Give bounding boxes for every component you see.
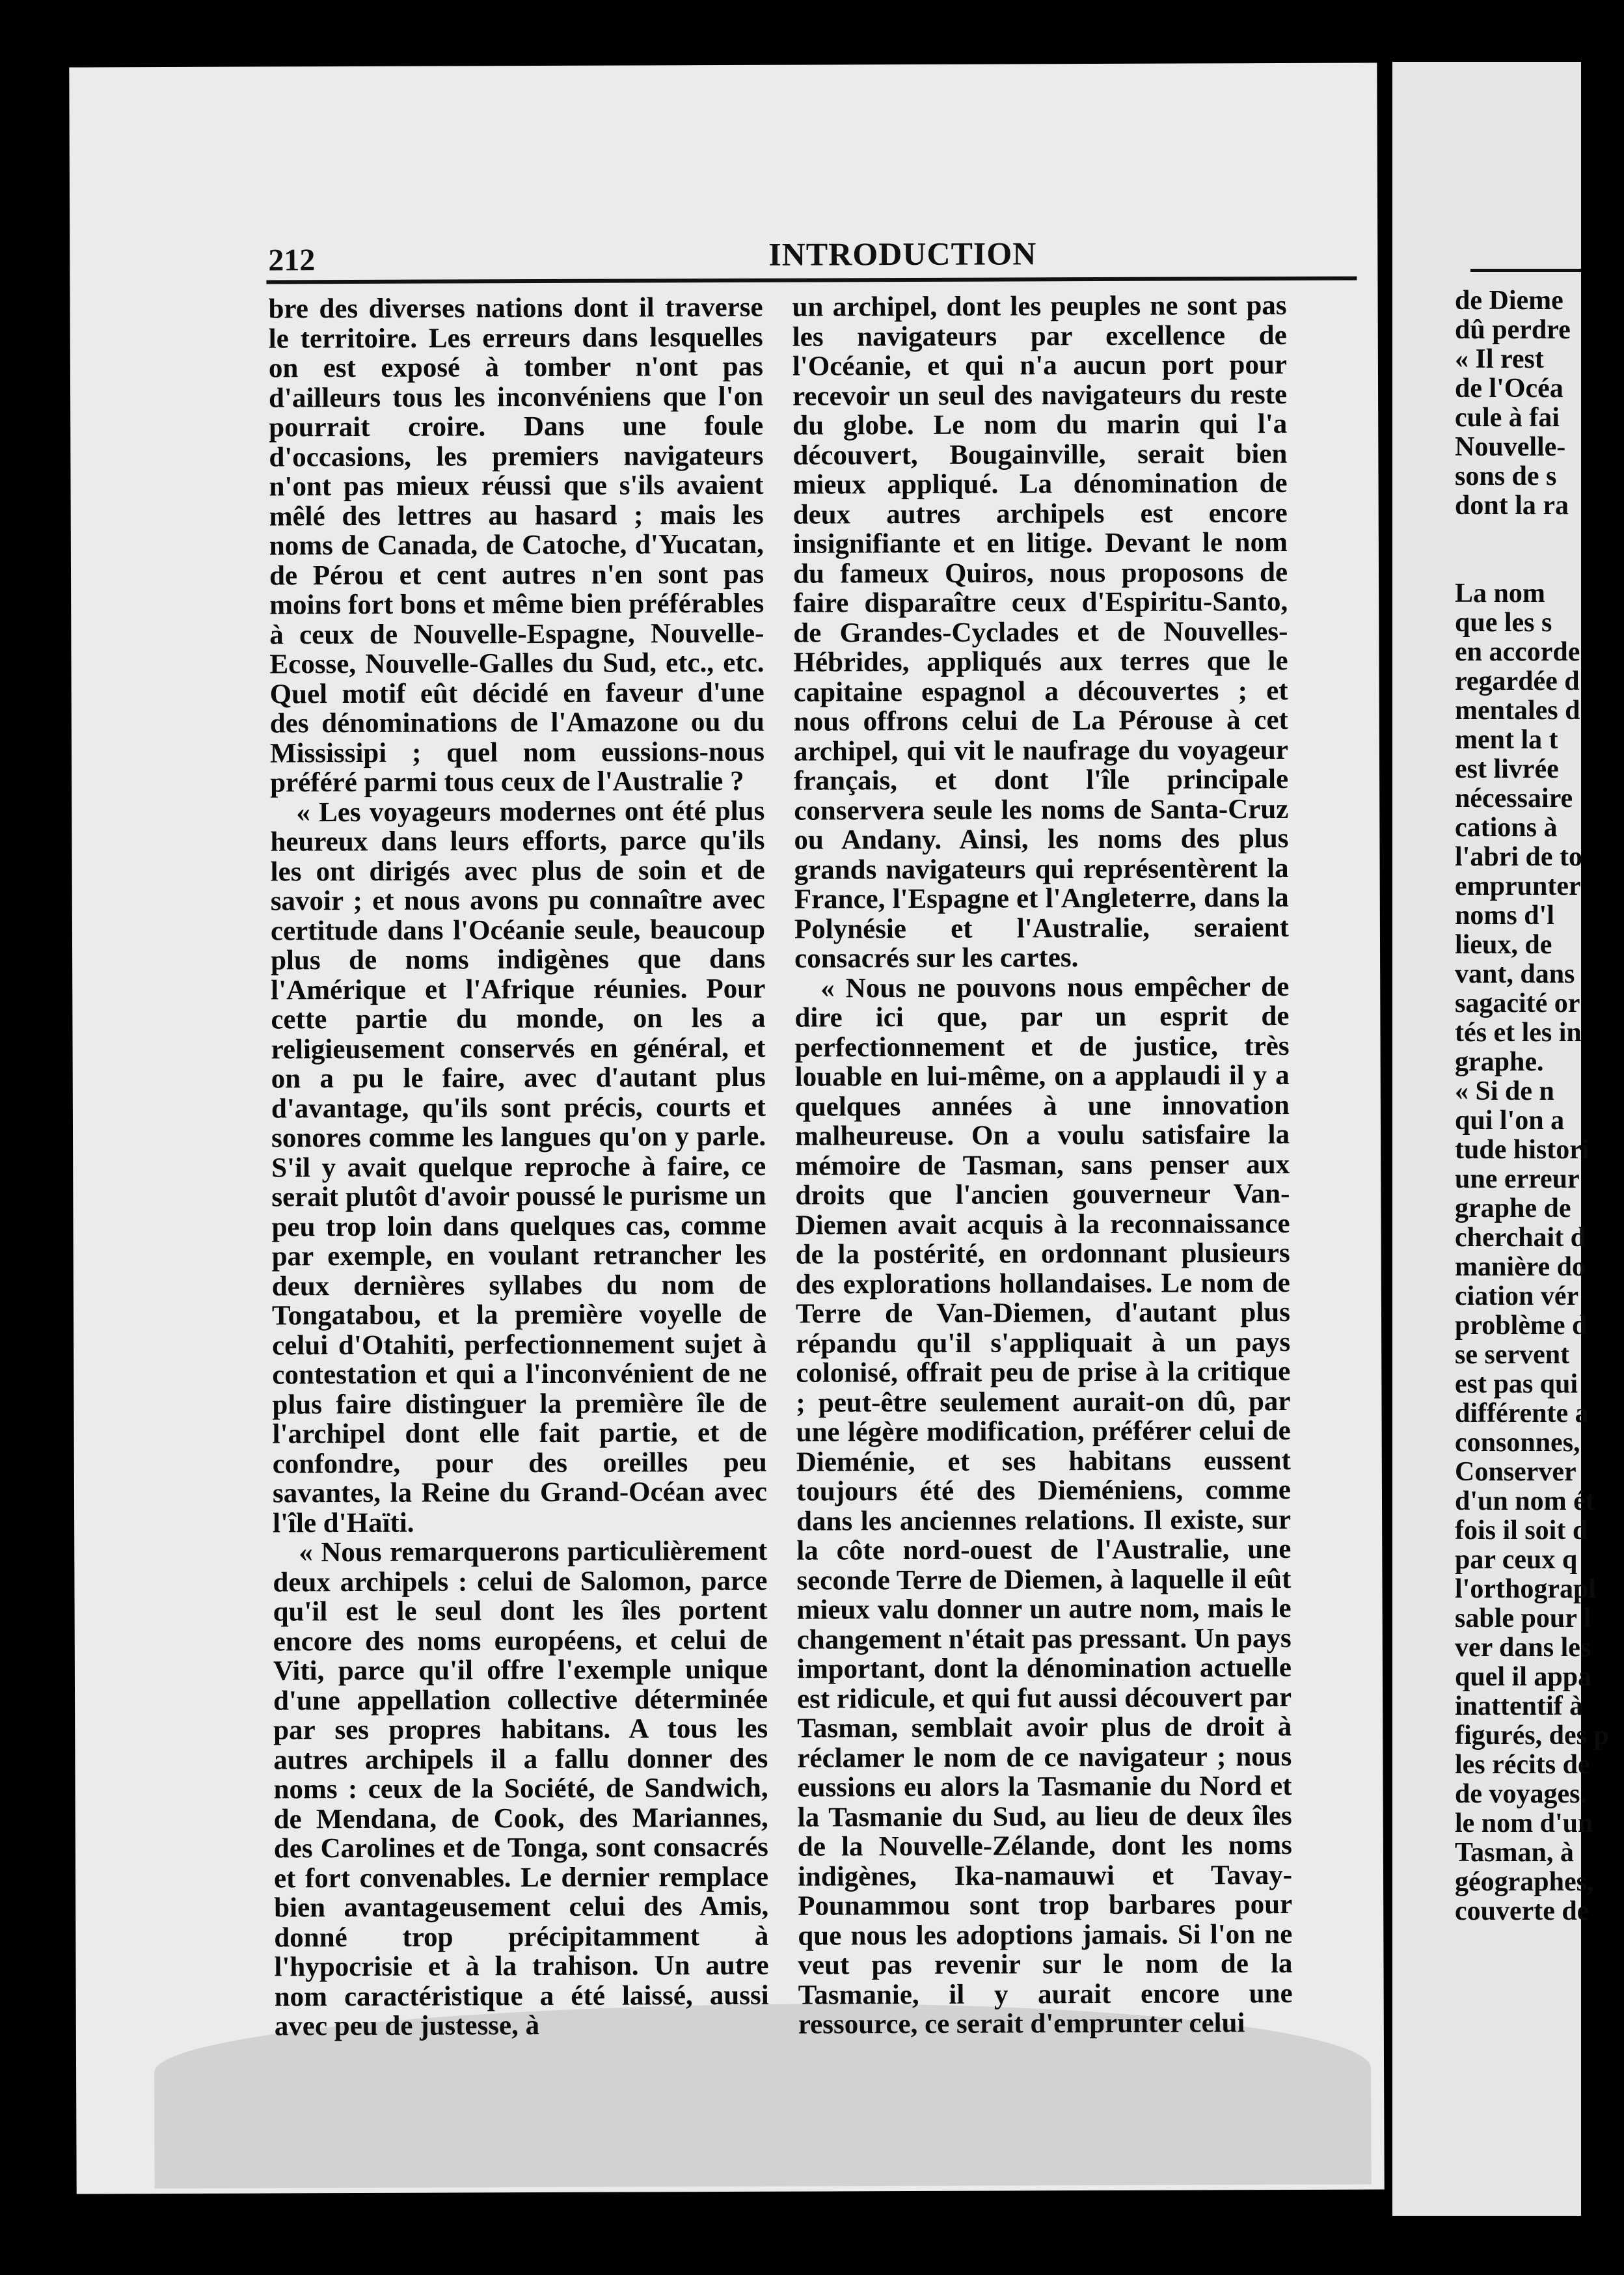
facing-line: ciation vér: [1455, 1281, 1579, 1311]
facing-line: est pas qui: [1455, 1369, 1578, 1399]
facing-line: différente a: [1455, 1398, 1589, 1428]
facing-line: problème d: [1455, 1311, 1588, 1341]
facing-line: Conserver: [1455, 1457, 1577, 1487]
facing-line: dont la ra: [1455, 491, 1569, 521]
left-text-column: [268, 292, 769, 2042]
facing-line: géographes,: [1455, 1867, 1594, 1897]
facing-line: emprunter: [1455, 871, 1581, 901]
facing-line: que les s: [1455, 608, 1552, 638]
facing-line: vant, dans: [1455, 959, 1575, 989]
facing-line: tés et les in: [1455, 1018, 1582, 1048]
facing-line: ment la t: [1455, 725, 1558, 755]
facing-page-text: [1455, 286, 1624, 1926]
facing-line: les récits de: [1455, 1750, 1590, 1780]
facing-line: par ceux q: [1455, 1545, 1578, 1575]
facing-page: [1392, 62, 1609, 2216]
facing-line: Tasman, à: [1455, 1838, 1574, 1868]
facing-line: regardée d: [1455, 666, 1580, 696]
facing-line: sagacité or: [1455, 988, 1580, 1018]
facing-line: de Dieme: [1455, 286, 1563, 316]
facing-line: d'un nom ét: [1455, 1486, 1595, 1516]
facing-line: le nom d'un: [1455, 1808, 1593, 1838]
facing-line: une erreur: [1455, 1164, 1580, 1194]
facing-line: en accorde: [1455, 637, 1580, 667]
facing-line: l'orthograpl: [1455, 1574, 1596, 1604]
facing-line: lieux, de: [1455, 930, 1552, 960]
facing-line: cherchait d: [1455, 1223, 1586, 1253]
facing-line: figurés, des p: [1455, 1721, 1609, 1751]
facing-line: se servent: [1455, 1340, 1570, 1370]
facing-line: est livrée: [1455, 754, 1559, 784]
book-page: [69, 63, 1384, 2194]
facing-line: quel il appa: [1455, 1662, 1592, 1692]
facing-line: fois il soit d: [1455, 1516, 1588, 1546]
facing-line: inattentif à: [1455, 1691, 1584, 1721]
facing-line: graphe de: [1455, 1193, 1571, 1223]
facing-line: cule à fai: [1455, 403, 1560, 433]
facing-line: sons de s: [1455, 461, 1557, 491]
facing-line: Nouvelle-: [1455, 432, 1566, 462]
right-text-column: [792, 290, 1293, 2040]
page-number: 212: [268, 243, 316, 278]
paragraph: un archipel, dont les peuples ne sont pas les navigateurs par excellence de l'Océanie, et qui n'a aucun port pour recevoir un seul des navigateurs du reste du globe. Le nom du marin qui l'a découvert, Bougainville, serait bien mieux appliqué. La dénomination de deux autres archipels est encore insignifiante et en litige. Devant le nom du fameux Quiros, nous proposons de faire disparaître ceux d'Espiritu-Santo, de Grandes-Cyclades et de Nouvelles-Hébrides, appliqués aux terres que le capitaine espagnol a découvertes ; et nous offrons celui de La Pérouse à cet archipel, qui vit le naufrage du voyageur français, et dont l'île principale conservera seule les noms de Santa-Cruz ou Andany. Ainsi, les noms des plus grands navigateurs qui représentèrent la France, l'Espagne et l'Angleterre, dans la Polynésie et l'Australie, seraient consacrés sur les cartes.: [792, 290, 1290, 974]
paragraph: bre des diverses nations dont il traverse le territoire. Les erreurs dans lesquelles on est exposé à tomber n'ont pas d'ailleurs tous les inconvéniens que l'on pourrait croire. Dans une foule d'occasions, les premiers navigateurs n'ont pas mieux réussi que s'ils avaient mêlé des lettres au hasard ; mais les noms de Canada, de Catoche, d'Yucatan, de Pérou et cent autres n'en sont pas moins fort bons et même bien préférables à ceux de Nouvelle-Espagne, Nouvelle-Ecosse, Nouvelle-Galles du Sud, etc., etc. Quel motif eût décidé en faveur d'une des dénominations de l'Amazone ou du Mississipi ; quel nom eussions-nous préféré parmi tous ceux de l'Australie ?: [268, 292, 765, 798]
facing-line: cations à: [1455, 813, 1558, 843]
facing-line: noms d'l: [1455, 901, 1554, 931]
facing-line: tude histori: [1455, 1135, 1590, 1165]
facing-line: La nom: [1455, 579, 1545, 608]
facing-line: qui l'on a: [1455, 1106, 1565, 1136]
facing-line: graphe.: [1455, 1047, 1544, 1077]
header-rule: [266, 277, 1357, 284]
facing-line: « Si de n: [1455, 1076, 1554, 1106]
facing-line: manière do: [1455, 1252, 1586, 1282]
facing-line: [1455, 521, 1624, 579]
paragraph: « Les voyageurs modernes ont été plus heureux dans leurs efforts, parce qu'ils les ont dirigés avec plus de soin et de savoir ; et nous avons pu connaître avec certitude dans l'Océanie seule, beaucoup plus de noms indigènes que dans l'Amérique et l'Afrique réunies. Pour cette partie du monde, on les a religieusement conservés en général, et on a pu le faire, avec d'autant plus d'avantage, qu'ils sont précis, courts et sonores comme les langues qu'on y parle. S'il y avait quelque reproche à faire, ce serait plutôt d'avoir poussé le purisme un peu trop loin dans quelques cas, comme par exemple, en voulant retrancher les deux dernières syllabes du nom de Tongatabou, et la première voyelle de celui d'Otahiti, perfectionnement sujet à contestation et qui a l'inconvénient de ne plus faire distinguer la première île de l'archipel dont elle fait partie, et de confondre, pour des oreilles peu savantes, la Reine du Grand-Océan avec l'île d'Haïti.: [270, 795, 768, 1538]
facing-line: couverte de: [1455, 1896, 1590, 1926]
facing-line: ver dans les: [1455, 1633, 1591, 1663]
running-title: INTRODUCTION: [768, 235, 1037, 273]
facing-line: mentales d: [1455, 696, 1580, 726]
facing-line: « Il rest: [1455, 344, 1544, 374]
facing-line: nécessaire: [1455, 783, 1573, 813]
facing-line: consonnes,: [1455, 1428, 1580, 1458]
facing-header-rule: [1470, 269, 1581, 272]
paragraph: « Nous remarquerons particulièrement deux archipels : celui de Salomon, parce qu'il est le seul dont les îles portent encore des noms européens, et celui de Viti, parce qu'il offre l'exemple unique d'une appellation collective déterminée par ses propres habitans. A tous les autres archipels il a fallu donner des noms : ceux de la Société, de Sandwich, de Mendana, de Cook, des Mariannes, des Carolines et de Tonga, sont consacrés et fort convenables. Le dernier remplace bien avantageusement celui des Amis, donné trop précipitamment à l'hypocrisie et à la trahison. Un autre nom caractéristique a été laissé, aussi avec peu de justesse, à: [273, 1535, 769, 2042]
facing-line: de l'Océa: [1455, 374, 1563, 403]
facing-line: sable pour l: [1455, 1603, 1591, 1633]
facing-line: de voyages.: [1455, 1779, 1587, 1809]
paragraph: « Nous ne pouvons nous empêcher de dire ici que, par un esprit de perfectionnement et de justice, très louable en lui-même, on a applaudi il y a quelques années à une innovation malheureuse. On a voulu satisfaire la mémoire de Tasman, sans penser aux droits que l'ancien gouverneur Van-Diemen avait acquis à la reconnaissance de la postérité, en ordonnant plusieurs des explorations hollandaises. Le nom de Terre de Van-Diemen, d'autant plus répandu qu'il s'appliquait à un pays colonisé, offrait peu de prise à la critique ; peut-être seulement aurait-on dû, par une légère modification, préférer celui de Dieménie, et ses habitans eussent toujours été des Dieméniens, comme dans les anciennes relations. Il existe, sur la côte nord-ouest de l'Australie, une seconde Terre de Diemen, à laquelle il eût mieux valu donner un autre nom, mais le changement n'était pas pressant. Un pays important, dont la dénomination actuelle est ridicule, et qui fut aussi découvert par Tasman, semblait avoir plus de droit à réclamer le nom de ce navigateur ; nous eussions eu alors la Tasmanie du Nord et la Tasmanie du Sud, au lieu de deux îles de la Nouvelle-Zélande, dont les noms indigènes, Ika-namauwi et Tavay-Pounammou sont trop barbares pour que nous les adoptions jamais. Si l'on ne veut pas revenir sur le nom de la Tasmanie, il y aurait encore une ressource, ce serait d'emprunter celui: [794, 971, 1293, 2040]
facing-line: l'abri de to: [1455, 842, 1582, 872]
facing-line: dû perdre: [1455, 315, 1571, 345]
